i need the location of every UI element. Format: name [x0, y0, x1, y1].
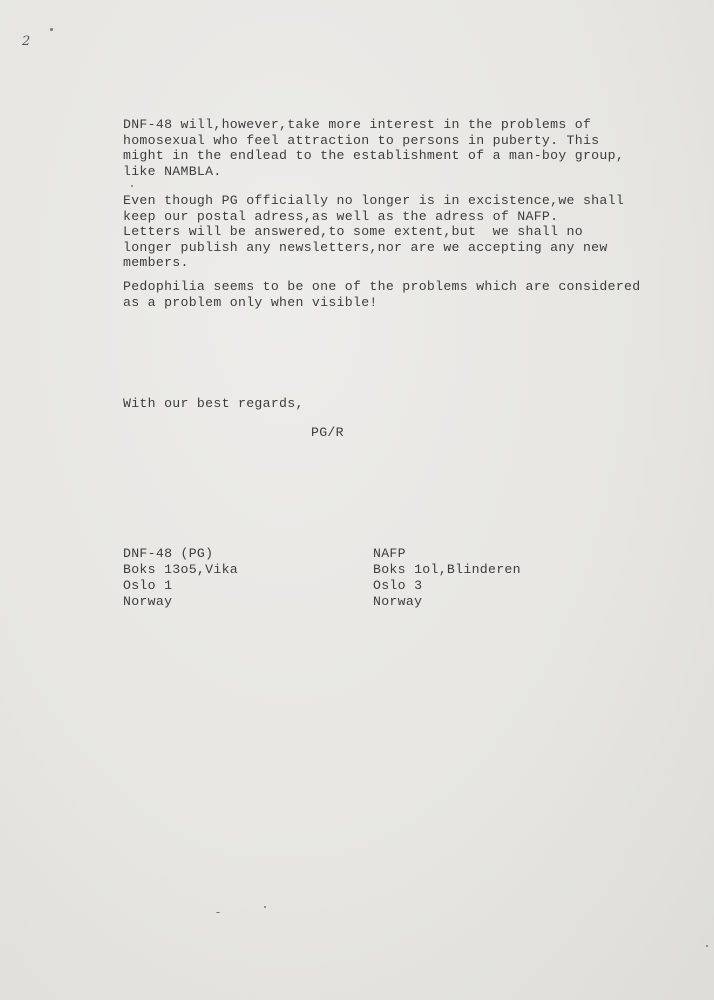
- page-number: 2: [22, 34, 31, 49]
- paper-speck: [706, 945, 708, 947]
- address-line: Boks 1ol,Blinderen: [373, 562, 521, 577]
- paper-speck: [216, 912, 220, 913]
- signature: PG/R: [311, 425, 344, 440]
- paper-speck: [264, 906, 266, 908]
- paper-speck: [50, 28, 53, 31]
- address-block-right: [373, 546, 521, 610]
- paragraph-3: Pedophilia seems to be one of the problems which are considered as a problem only when visible!: [123, 279, 641, 310]
- closing-salutation: With our best regards,: [123, 396, 304, 411]
- address-line: Norway: [373, 594, 423, 609]
- address-line: DNF-48 (PG): [123, 546, 214, 561]
- address-line: Oslo 1: [123, 578, 173, 593]
- address-block-left: [123, 546, 238, 610]
- address-line: Oslo 3: [373, 578, 423, 593]
- paragraph-2: Even though PG officially no longer is in excistence,we shall keep our postal adress,as well as the adress of NAFP. Letters will be answered,to some extent,but we shall no longer publish any newsletters,nor are we accepting any new members.: [123, 193, 625, 270]
- paragraph-1: DNF-48 will,however,take more interest in the problems of homosexual who feel attraction to persons in puberty. This might in the endlead to the establishment of a man-boy group, like NAMBLA.: [123, 117, 625, 179]
- address-line: Boks 13o5,Vika: [123, 562, 238, 577]
- address-line: NAFP: [373, 546, 406, 561]
- paper-speck: [131, 185, 133, 187]
- address-line: Norway: [123, 594, 173, 609]
